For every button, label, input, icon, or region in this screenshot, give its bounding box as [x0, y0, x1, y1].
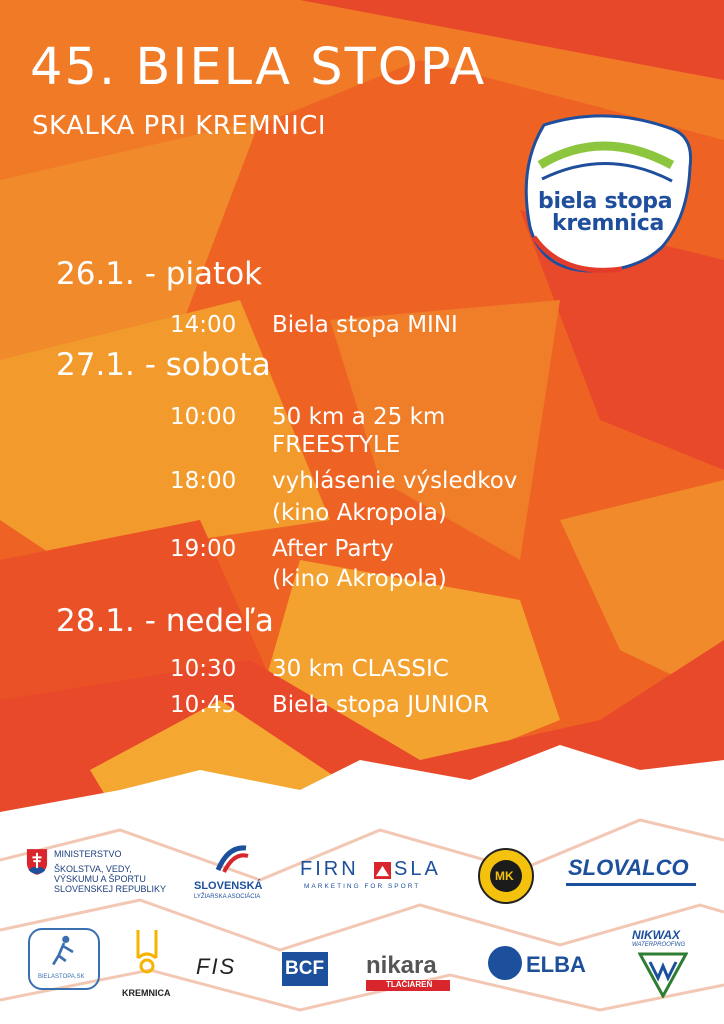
ministry-line3: VÝSKUMU A ŠPORTU	[54, 874, 146, 884]
ministry-line4: SLOVENSKEJ REPUBLIKY	[54, 884, 167, 894]
event-time: 10:45	[170, 692, 237, 718]
elba-text: ELBA	[526, 952, 586, 977]
day-heading: 28.1. - nedeľa	[56, 603, 274, 639]
event-name: After Party	[272, 536, 394, 562]
logo-text-line1: biela stopa	[538, 189, 673, 214]
event-time: 10:30	[170, 656, 237, 682]
nikwax-text: NIKWAX	[632, 928, 680, 942]
nikwax-sub: WATERPROOFING	[632, 942, 686, 948]
sponsor-bcf	[282, 952, 328, 986]
bielastopa-sk-text: BIELASTOPA.SK	[38, 974, 85, 980]
sponsor-nikara	[362, 950, 454, 992]
firnsla-part1: FIRN	[300, 858, 359, 880]
firnsla-part2: SLA	[394, 858, 441, 880]
sla-line1: SLOVENSKÁ	[194, 880, 263, 892]
kremnica-crest-icon	[132, 928, 162, 974]
event-time: 19:00	[170, 536, 237, 562]
event-title: 45. BIELA STOPA	[30, 38, 487, 97]
event-subtitle: SKALKA PRI KREMNICI	[32, 111, 327, 141]
skier-icon	[46, 934, 82, 970]
event-name-line2: (kino Akropola)	[272, 500, 447, 526]
event-name-line2: (kino Akropola)	[272, 566, 447, 592]
bcf-text: BCF	[285, 958, 325, 979]
event-name: Biela stopa JUNIOR	[272, 692, 489, 718]
elba-logo-icon	[488, 946, 522, 980]
sponsor-nikwax	[626, 928, 704, 1000]
day-heading: 27.1. - sobota	[56, 347, 271, 383]
nikara-band	[366, 980, 450, 991]
event-time: 18:00	[170, 468, 237, 494]
sponsor-slovalco	[566, 853, 696, 886]
logo-text-line2: kremnica	[552, 211, 665, 236]
ministry-line1: MINISTERSTVO	[54, 849, 122, 859]
slovalco-text: SLOVALCO	[568, 855, 689, 880]
sla-skier-icon	[212, 842, 252, 876]
ministry-line2: ŠKOLSTVA, VEDY,	[54, 864, 132, 874]
event-name: vyhlásenie výsledkov	[272, 468, 518, 494]
firnsla-tagline: MARKETING FOR SPORT	[304, 883, 421, 890]
event-time: 14:00	[170, 312, 237, 338]
sponsor-ministry	[26, 846, 196, 902]
event-name: Biela stopa MINI	[272, 312, 458, 338]
sponsor-fis	[196, 948, 256, 984]
sponsor-firnsla	[298, 858, 450, 894]
sponsor-bielastopa-sk	[28, 928, 100, 990]
nikara-sub: TLAČIAREŇ	[386, 980, 433, 989]
sponsor-elba	[488, 946, 594, 982]
kremnica-text: KREMNICA	[122, 988, 171, 998]
nikwax-shield-icon	[638, 952, 688, 998]
sla-line2: LYŽIARSKA ASOCIÁCIA	[194, 894, 261, 900]
day-heading: 26.1. - piatok	[56, 256, 263, 292]
event-time: 10:00	[170, 404, 237, 430]
sponsor-sla	[192, 842, 272, 906]
nikara-text: nikara	[366, 952, 437, 979]
sponsor-kremnica	[122, 928, 172, 1000]
event-name-line2: FREESTYLE	[272, 432, 401, 458]
event-name: 50 km a 25 km	[272, 404, 446, 430]
firnsla-mountain-icon	[374, 862, 391, 879]
sponsor-mincovna	[478, 848, 534, 904]
mincovna-mark: MK	[495, 869, 514, 883]
biela-stopa-logo	[522, 107, 692, 275]
slovak-coat-of-arms-icon	[26, 848, 48, 876]
fis-text: FIS	[196, 954, 237, 979]
event-name: 30 km CLASSIC	[272, 656, 449, 682]
